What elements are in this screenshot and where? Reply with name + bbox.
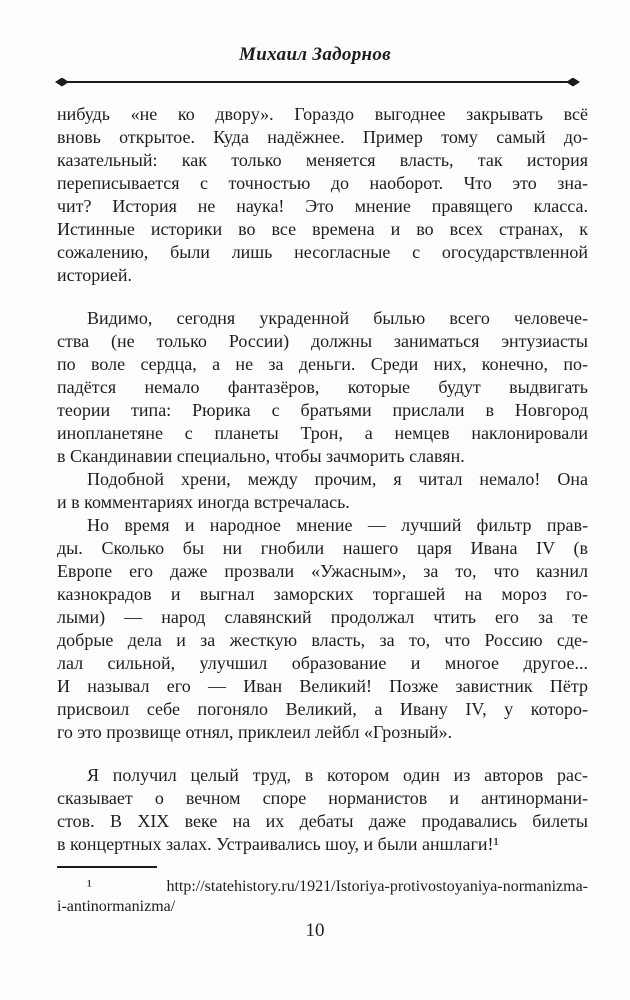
text-line: Европе его даже прозвали «Ужасным», за то, что казнил: [57, 561, 588, 581]
header-divider: [55, 77, 580, 87]
text-line: Видимо, сегодня украденной былью всего человече-: [87, 308, 588, 328]
body-text: [57, 103, 588, 856]
text-line: казательный: как только меняется власть, так история: [57, 150, 588, 170]
text-line: Подобной хрени, между прочим, я читал немало! Она: [87, 469, 588, 489]
text-line: ства (не только России) должны заниматься энтузиасты: [57, 331, 588, 351]
text-line: i-antinormanizma/: [57, 898, 176, 915]
text-line: падётся немало фантазёров, которые будут выдвигать: [57, 377, 588, 397]
text-line: Но время и народное мнение — лучший фильтр прав-: [87, 515, 588, 535]
text-line: сожалению, были лишь несогласные с огосударствленной: [57, 242, 588, 262]
text-line: вновь открытое. Куда надёжнее. Пример тому самый до-: [57, 127, 588, 147]
text-line: и в комментариях иногда встречалась.: [57, 492, 350, 512]
text-line: стов. В XIX веке на их дебаты даже продавались билеты: [57, 811, 588, 831]
footnote: [57, 866, 588, 917]
text-line: в Скандинавии специально, чтобы зачморить славян.: [57, 446, 465, 466]
text-line: в концертных залах. Устраивались шоу, и были аншлаги!¹: [57, 834, 499, 854]
text-line: И называл его — Иван Великий! Позже завистник Пётр: [57, 676, 588, 696]
paragraph: [57, 307, 588, 468]
text-line: по воле сердца, а не за деньги. Среди них, конечно, по-: [57, 354, 588, 374]
text-line: ды. Сколько бы ни гнобили нашего царя Ивана IV (в: [57, 538, 588, 558]
paragraph: [57, 764, 588, 856]
text-line: инопланетяне с планеты Трон, а немцев наклонировали: [57, 423, 588, 443]
text-line: нибудь «не ко двору». Гораздо выгоднее закрывать всё: [57, 104, 588, 124]
text-line: лыми) — народ славянский продолжал чтить его за те: [57, 607, 588, 627]
text-line: Истинные историки во все времена и во всех странах, к: [57, 219, 588, 239]
page-number: 10: [305, 920, 325, 941]
text-line: лал сильной, улучшил образование и многое другое...: [57, 653, 588, 673]
text-line: добрые дела и за жесткую власть, за то, что Россию сде-: [57, 630, 588, 650]
text-line: казнокрадов и выгнал заморских торгашей на мороз го-: [57, 584, 588, 604]
paragraph: [57, 468, 588, 514]
divider-diamond-right-icon: [566, 78, 580, 87]
paragraph: [57, 514, 588, 744]
text-line: го это прозвище отнял, приклеил лейбл «Грозный».: [57, 722, 453, 742]
footnote-divider: [57, 866, 157, 868]
text-line: историей.: [57, 265, 133, 285]
divider-diamond-left-icon: [55, 78, 69, 87]
footnote-text: [57, 877, 588, 917]
text-line: переписывается с точностью до наоборот. Что это зна-: [57, 173, 588, 193]
text-line: теории типа: Рюрика с братьями прислали в Новгород: [57, 400, 588, 420]
running-header-author: Михаил Задорнов: [239, 44, 391, 65]
divider-rule: [66, 81, 569, 83]
text-line: присвоил себе погоняло Великий, а Ивану IV, у которо-: [57, 699, 588, 719]
text-line: сказывает о вечном споре норманистов и антинормани-: [57, 788, 588, 808]
text-line: чит? История не наука! Это мнение правящего класса.: [57, 196, 588, 216]
text-line: ¹ http://statehistory.ru/1921/Istoriya-protivostoyaniya-normanizma-: [87, 878, 588, 895]
paragraph: [57, 103, 588, 287]
text-line: Я получил целый труд, в котором один из авторов рас-: [87, 765, 588, 785]
